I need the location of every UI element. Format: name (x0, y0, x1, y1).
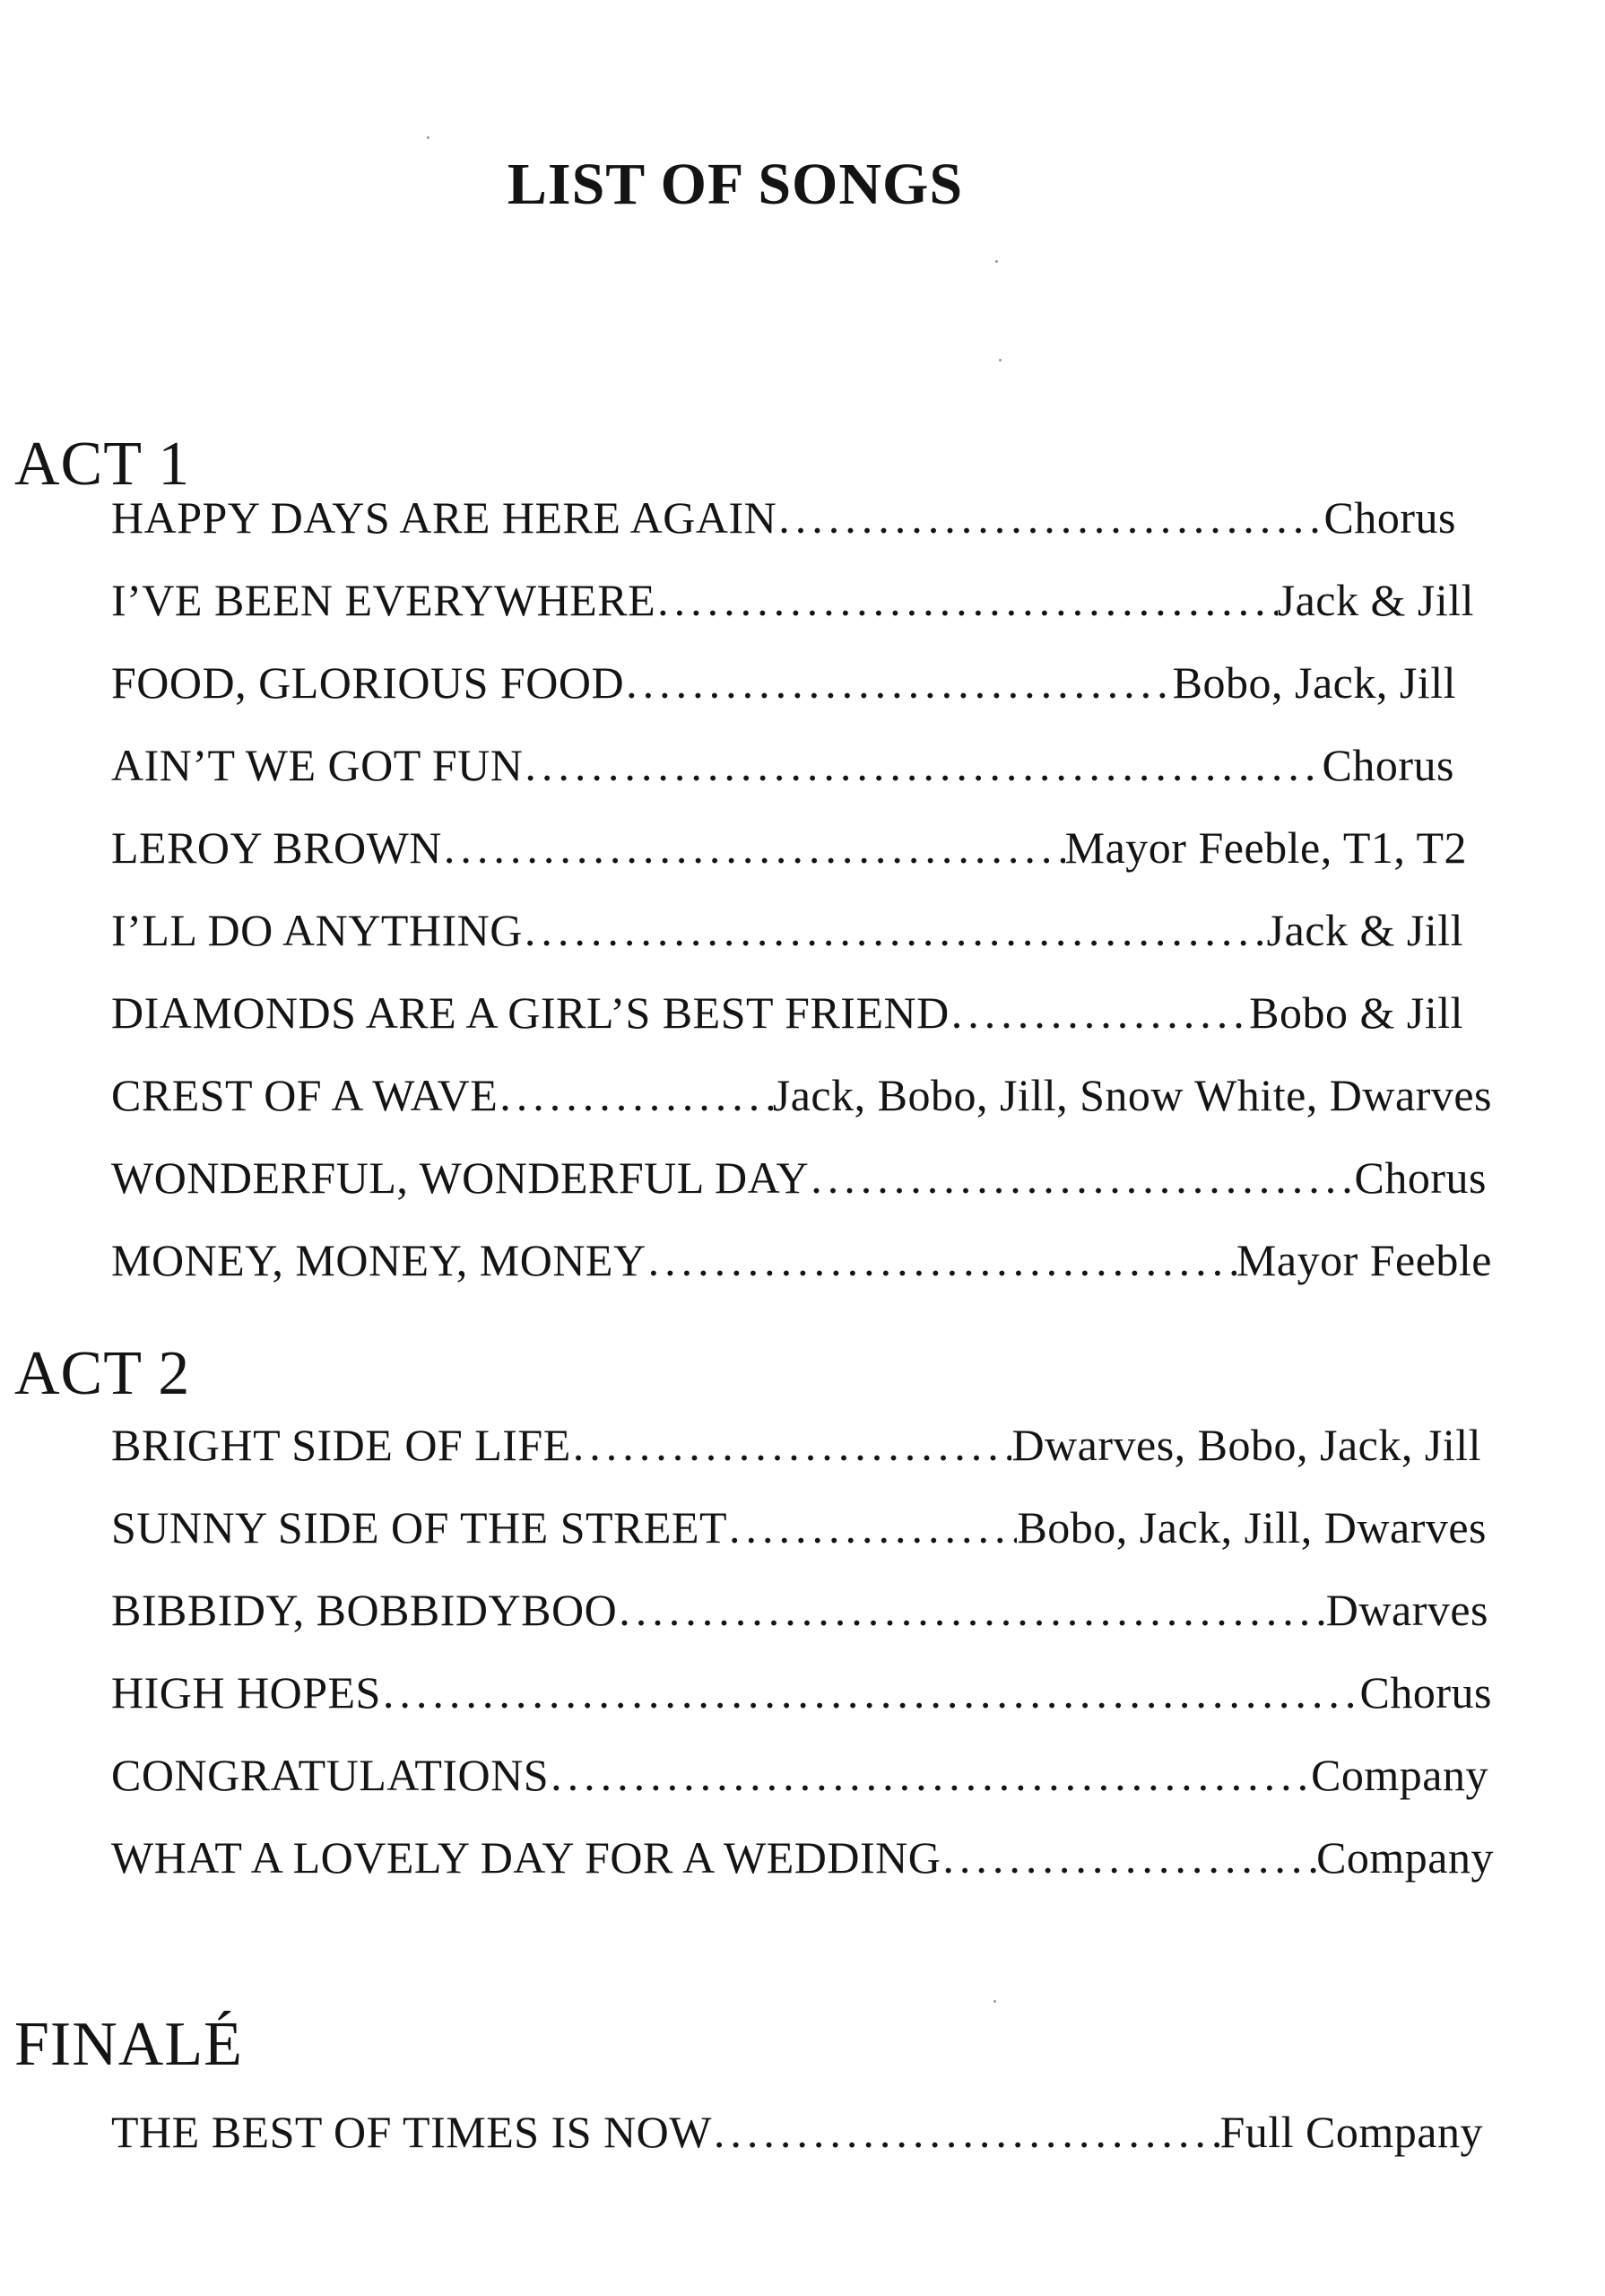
song-performer: Dwarves, Bobo, Jack, Jill (1011, 1420, 1481, 1470)
song-title: HIGH HOPES (111, 1667, 381, 1718)
dot-leader (727, 1501, 1017, 1553)
song-performer: Chorus (1322, 740, 1454, 790)
song-performer: Company (1311, 1750, 1488, 1800)
song-performer: Jack, Bobo, Jill, Snow White, Dwarves (772, 1070, 1492, 1120)
scan-speck (993, 2000, 996, 2003)
dot-leader (549, 1749, 1311, 1801)
song-title: BRIGHT SIDE OF LIFE (111, 1420, 571, 1470)
song-row (111, 1419, 1481, 1501)
song-row (111, 1584, 1488, 1666)
song-title: I’LL DO ANYTHING (111, 905, 523, 955)
song-title: THE BEST OF TIMES IS NOW (111, 2107, 712, 2157)
song-performer: Full Company (1219, 2107, 1483, 2157)
song-row (111, 2106, 1483, 2188)
scan-speck (999, 359, 1002, 361)
dot-leader (381, 1666, 1360, 1718)
finale-song-list (111, 2106, 1483, 2188)
act-2-song-list (111, 1419, 1494, 1914)
dot-leader (442, 822, 1065, 874)
song-title: MONEY, MONEY, MONEY (111, 1235, 646, 1285)
dot-leader (617, 1584, 1326, 1636)
song-row (111, 657, 1456, 739)
song-performer: Bobo & Jill (1249, 987, 1463, 1038)
song-performer: Chorus (1359, 1667, 1492, 1718)
song-performer: Jack & Jill (1266, 905, 1463, 955)
song-row (111, 1831, 1494, 1914)
song-row (111, 1501, 1487, 1584)
song-title: CREST OF A WAVE (111, 1070, 499, 1120)
finale-heading: FINALÉ (14, 2010, 243, 2079)
song-row (111, 739, 1454, 822)
act-2-heading: ACT 2 (14, 1339, 191, 1408)
song-title: AIN’T WE GOT FUN (111, 740, 524, 790)
song-title: I’VE BEEN EVERYWHERE (111, 575, 656, 625)
song-row (111, 1069, 1492, 1152)
dot-leader (523, 904, 1267, 956)
song-performer: Jack & Jill (1277, 575, 1474, 625)
dot-leader (624, 657, 1173, 709)
song-title: FOOD, GLORIOUS FOOD (111, 657, 625, 708)
song-title: CONGRATULATIONS (111, 1750, 550, 1800)
dot-leader (571, 1419, 1012, 1471)
song-performer: Dwarves (1325, 1585, 1488, 1635)
dot-leader (809, 1152, 1354, 1204)
scan-speck (995, 260, 998, 263)
song-title: WONDERFUL, WONDERFUL DAY (111, 1152, 810, 1203)
song-row (111, 574, 1474, 657)
song-row (111, 1152, 1487, 1234)
act-1-song-list (111, 491, 1492, 1317)
song-row (111, 1666, 1492, 1749)
scan-speck (427, 136, 429, 139)
song-performer: Chorus (1354, 1152, 1487, 1203)
dot-leader (712, 2106, 1220, 2158)
dot-leader (776, 491, 1323, 544)
dot-leader (941, 1831, 1316, 1883)
dot-leader (646, 1234, 1236, 1286)
song-title: BIBBIDY, BOBBIDYBOO (111, 1585, 618, 1635)
song-title: HAPPY DAYS ARE HERE AGAIN (111, 492, 777, 543)
song-row (111, 987, 1463, 1069)
song-title: DIAMONDS ARE A GIRL’S BEST FRIEND (111, 987, 950, 1038)
song-row (111, 1234, 1492, 1317)
dot-leader (950, 987, 1249, 1039)
song-performer: Bobo, Jack, Jill (1172, 657, 1456, 708)
song-title: WHAT A LOVELY DAY FOR A WEDDING (111, 1832, 941, 1883)
song-title: SUNNY SIDE OF THE STREET (111, 1502, 728, 1552)
act-1-heading: ACT 1 (14, 430, 191, 499)
song-row (111, 822, 1467, 904)
dot-leader (498, 1069, 773, 1121)
dot-leader (655, 574, 1278, 626)
page-title: LIST OF SONGS (507, 152, 964, 217)
song-performer: Mayor Feeble, T1, T2 (1064, 822, 1467, 873)
song-performer: Bobo, Jack, Jill, Dwarves (1017, 1502, 1487, 1552)
song-performer: Mayor Feeble (1236, 1235, 1492, 1285)
song-title: LEROY BROWN (111, 822, 442, 873)
dot-leader (523, 739, 1322, 791)
song-row (111, 491, 1456, 574)
song-row (111, 1749, 1488, 1831)
song-performer: Company (1316, 1832, 1494, 1883)
song-row (111, 904, 1463, 987)
song-performer: Chorus (1323, 492, 1456, 543)
